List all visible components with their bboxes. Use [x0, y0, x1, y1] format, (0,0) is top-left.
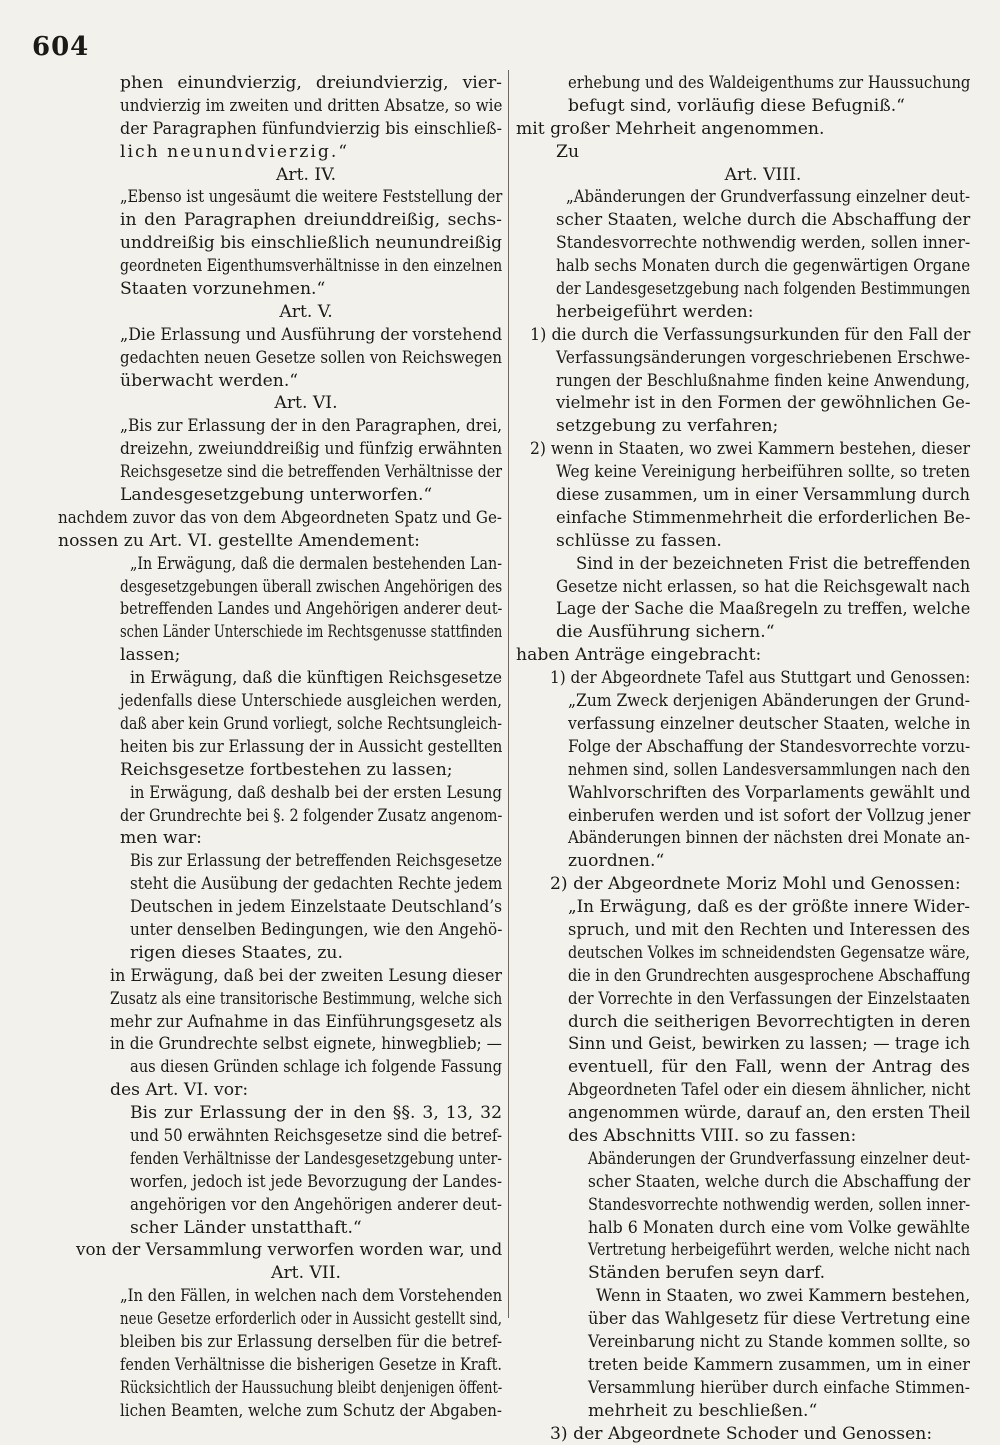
text-line: lichen Beamten, welche zum Schutz der Abgaben- [120, 1400, 502, 1421]
text-line: Abänderungen der Grundverfassung einzelner deut- [588, 1148, 971, 1169]
right-column [516, 72, 970, 1445]
text-line: nossen zu Art. VI. gestellte Amendement: [58, 530, 420, 551]
text-line: „In den Fällen, in welchen nach dem Vorstehenden [120, 1286, 503, 1307]
text-line: „Ebenso ist ungesäumt die weitere Feststellung der [120, 187, 503, 208]
left-column [58, 72, 503, 1423]
text-line: daß aber kein Grund vorliegt, solche Rechtsungleich- [120, 713, 503, 734]
text-line: 1) der Abgeordnete Tafel aus Stuttgart und Genossen: [550, 668, 971, 689]
text-line: treten beide Kammern zusammen, um in einer [588, 1354, 970, 1375]
text-line: die Ausführung sichern.“ [556, 622, 775, 643]
text-line: mehrheit zu beschließen.“ [588, 1400, 818, 1421]
text-line: nehmen sind, sollen Landesversammlungen nach den [568, 759, 971, 780]
text-line: 2) wenn in Staaten, wo zwei Kammern bestehen, dieser [530, 439, 971, 460]
text-line: Weg keine Vereinigung herbeiführen sollte, so treten [556, 462, 970, 483]
text-line: halb 6 Monaten durch eine vom Volke gewählte [588, 1217, 970, 1238]
text-line: scher Länder unstatthaft.“ [130, 1217, 362, 1238]
text-line: Verfassungsänderungen vorgeschriebenen Erschwe- [556, 347, 970, 368]
text-line: Sind in der bezeichneten Frist die betreffenden [576, 553, 971, 574]
text-line: nachdem zuvor das von dem Abgeordneten Spatz und Ge- [58, 507, 502, 528]
text-line: Sinn und Geist, bewirken zu lassen; — trage ich [568, 1034, 970, 1055]
text-line: herbeigeführt werden: [556, 301, 754, 322]
text-line: Wahlvorschriften des Vorparlaments gewählt und [568, 782, 971, 803]
text-line: in die Grundrechte selbst eignete, hinwegblieb; — [110, 1034, 502, 1055]
text-line: der Paragraphen fünfundvierzig bis einschließ- [120, 118, 502, 139]
text-line: men war: [120, 828, 202, 849]
text-line: Zusatz als eine transitorische Bestimmung, welche sich [110, 988, 503, 1009]
text-line: fenden Verhältnisse die bisherigen Gesetze in Kraft. [120, 1354, 502, 1375]
text-line: Ständen berufen seyn darf. [588, 1263, 826, 1284]
text-line: Bis zur Erlassung der in den §§. 3, 13, 32 [130, 1103, 502, 1124]
text-line: „In Erwägung, daß es der größte innere Wider- [568, 897, 970, 918]
text-line: schlüsse zu fassen. [556, 530, 722, 551]
text-line: Art. IV. [275, 164, 337, 185]
text-line: Reichsgesetze fortbestehen zu lassen; [120, 759, 453, 780]
text-line: jedenfalls diese Unterschiede ausgleichen werden, [120, 691, 502, 712]
text-line: neue Gesetze erforderlich oder in Aussicht gestellt sind, [120, 1309, 502, 1330]
text-line: unter denselben Bedingungen, wie den Angehö- [130, 919, 503, 940]
text-line: worfen, jedoch ist jede Bevorzugung der Landes- [130, 1171, 502, 1192]
text-line: mit großer Mehrheit angenommen. [516, 118, 825, 139]
text-line: angehörigen vor den Angehörigen anderer deut- [130, 1194, 502, 1215]
text-line: Art. V. [279, 301, 333, 322]
text-line: deutschen Volkes im schneidendsten Gegensatze wäre, [568, 942, 970, 963]
text-line: des Abschnitts VIII. so zu fassen: [568, 1125, 857, 1146]
text-line: des Art. VI. vor: [110, 1080, 249, 1101]
text-line: durch die seitherigen Bevorrechtigten in deren [568, 1011, 971, 1032]
text-line: Standesvorrechte nothwendig werden, sollen inner- [588, 1194, 971, 1215]
text-line: angenommen würde, darauf an, den ersten Theil [568, 1103, 971, 1124]
text-line: dreizehn, zweiunddreißig und fünfzig erwähnten [120, 439, 503, 460]
text-line: setzgebung zu verfahren; [556, 416, 779, 437]
text-line: diese zusammen, um in einer Versammlung durch [556, 485, 970, 506]
text-line: Abänderungen binnen der nächsten drei Monate an- [568, 828, 970, 849]
text-line: Vertretung herbeigeführt werden, welche nicht nach [588, 1240, 971, 1261]
text-line: Art. VII. [271, 1263, 341, 1284]
text-line: zuordnen.“ [568, 851, 665, 872]
text-line: der Vorrechte in den Verfassungen der Einzelstaaten [568, 988, 970, 1009]
text-line: Reichsgesetze sind die betreffenden Verhältnisse der [120, 462, 502, 483]
text-line: mehr zur Aufnahme in das Einführungsgesetz als [110, 1011, 502, 1032]
text-line: eventuell, für den Fall, wenn der Antrag des [568, 1057, 970, 1078]
text-line: einberufen werden und ist sofort der Vollzug jener [568, 805, 971, 826]
text-line: und 50 erwähnten Reichsgesetze sind die betref- [130, 1125, 502, 1146]
text-line: fenden Verhältnisse der Landesgesetzgebung unter- [130, 1148, 502, 1169]
text-line: „In Erwägung, daß die dermalen bestehenden Lan- [130, 553, 503, 574]
text-line: scher Staaten, welche durch die Abschaffung der [556, 210, 971, 231]
text-line: rigen dieses Staates, zu. [130, 942, 343, 963]
text-line: Abgeordneten Tafel oder ein diesem ähnlicher, nicht [568, 1080, 971, 1101]
text-line: Standesvorrechte nothwendig werden, sollen inner- [556, 233, 971, 254]
text-line: verfassung einzelner deutscher Staaten, welche in [568, 713, 971, 734]
text-line: gedachten neuen Gesetze sollen von Reichswegen [120, 347, 502, 368]
text-line: Vereinbarung nicht zu Stande kommen sollte, so [588, 1331, 971, 1352]
text-line: Versammlung hierüber durch einfache Stimmen- [588, 1377, 970, 1398]
text-line: lich neunundvierzig.“ [120, 141, 350, 162]
text-line: „Zum Zweck derjenigen Abänderungen der Grund- [568, 691, 970, 712]
text-line: Rücksichtlich der Haussuchung bleibt denjenigen öffent- [120, 1377, 503, 1398]
text-line: lassen; [120, 645, 181, 666]
text-line: halb sechs Monaten durch die gegenwärtigen Organe [556, 256, 971, 277]
text-line: betreffenden Landes und Angehörigen anderer deut- [120, 599, 503, 620]
text-line: Deutschen in jedem Einzelstaate Deutschland’s [130, 897, 502, 918]
text-line: haben Anträge eingebracht: [516, 645, 762, 666]
text-line: 2) der Abgeordnete Moriz Mohl und Genossen: [550, 874, 961, 895]
text-line: aus diesen Gründen schlage ich folgende Fassung [130, 1057, 503, 1078]
text-line: Gesetze nicht erlassen, so hat die Reichsgewalt nach [556, 576, 970, 597]
text-line: „Die Erlassung und Ausführung der vorstehend [120, 324, 503, 345]
text-line: Zu [556, 141, 580, 162]
page-number: 604 [32, 32, 90, 62]
text-line: scher Staaten, welche durch die Abschaffung der [588, 1171, 971, 1192]
text-line: die in den Grundrechten ausgesprochene Abschaffung [568, 965, 971, 986]
text-line: Lage der Sache die Maaßregeln zu treffen, welche [556, 599, 971, 620]
text-line: der Grundrechte bei §. 2 folgender Zusatz angenom- [120, 805, 503, 826]
text-line: Folge der Abschaffung der Standesvorrechte vorzu- [568, 736, 971, 757]
text-line: desgesetzgebungen überall zwischen Angehörigen des [120, 576, 503, 597]
text-line: in Erwägung, daß bei der zweiten Lesung dieser [110, 965, 502, 986]
text-line: undvierzig im zweiten und dritten Absatze, so wie [120, 95, 503, 116]
text-line: Art. VI. [274, 393, 338, 414]
text-line: in den Paragraphen dreiunddreißig, sechs- [120, 210, 502, 231]
text-line: rungen der Beschlußnahme finden keine Anwendung, [556, 370, 970, 391]
text-line: phen einundvierzig, dreiundvierzig, vier- [120, 73, 502, 93]
text-line: befugt sind, vorläufig diese Befugniß.“ [568, 95, 905, 116]
text-line: steht die Ausübung der gedachten Rechte jedem [130, 874, 503, 895]
text-line: einfache Stimmenmehrheit die erforderlichen Be- [556, 507, 971, 528]
text-line: unddreißig bis einschließlich neunundreißig [120, 233, 502, 254]
text-line: „Bis zur Erlassung der in den Paragraphen, drei, [120, 416, 503, 437]
text-line: der Landesgesetzgebung nach folgenden Bestimmungen [556, 279, 971, 300]
text-line: „Abänderungen der Grundverfassung einzelner deut- [566, 187, 971, 208]
text-line: Bis zur Erlassung der betreffenden Reichsgesetze [130, 851, 502, 872]
text-line: Wenn in Staaten, wo zwei Kammern bestehen, [596, 1286, 971, 1307]
text-line: bleiben bis zur Erlassung derselben für die betref- [120, 1331, 503, 1352]
text-line: in Erwägung, daß deshalb bei der ersten Lesung [130, 782, 502, 803]
text-line: Staaten vorzunehmen.“ [120, 279, 326, 300]
text-line: spruch, und mit den Rechten und Interessen des [568, 919, 970, 940]
text-line: schen Länder Unterschiede im Rechtsgenusse stattfinden [120, 622, 503, 643]
text-line: erhebung und des Waldeigenthums zur Haussuchung [568, 73, 971, 93]
column-divider [508, 70, 509, 1318]
text-line: von der Versammlung verworfen worden war, und [76, 1240, 503, 1261]
text-line: Art. VIII. [724, 164, 802, 185]
text-line: über das Wahlgesetz für diese Vertretung eine [588, 1309, 971, 1330]
text-line: vielmehr ist in den Formen der gewöhnlichen Ge- [556, 393, 971, 414]
text-line: 1) die durch die Verfassungsurkunden für den Fall der [530, 324, 971, 345]
text-line: überwacht werden.“ [120, 370, 299, 391]
text-line: heiten bis zur Erlassung der in Aussicht gestellten [120, 736, 503, 757]
text-line: Landesgesetzgebung unterworfen.“ [120, 485, 433, 506]
text-line: 3) der Abgeordnete Schoder und Genossen: [550, 1423, 933, 1444]
text-line: in Erwägung, daß die künftigen Reichsgesetze [130, 668, 502, 689]
text-line: geordneten Eigenthumsverhältnisse in den einzelnen [120, 256, 503, 277]
